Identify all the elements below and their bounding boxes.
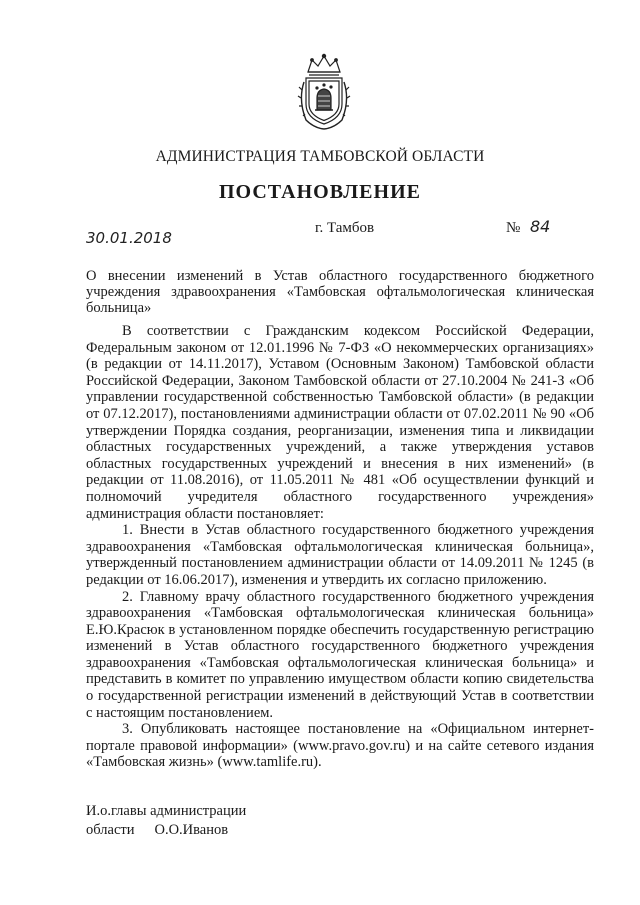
- document-type-heading: ПОСТАНОВЛЕНИЕ: [219, 181, 421, 203]
- document-body: [86, 323, 594, 771]
- handwritten-date: 30.01.2018: [86, 229, 172, 247]
- body-paragraph-item-3: 3. Опубликовать настоящее постановление на «Официальном интернет-портале правовой информации» (www.pravo.gov.ru) и на сайте сетевого издания «Тамбовская жизнь» (www.tamlife.ru).: [86, 721, 594, 771]
- body-paragraph-preamble: В соответствии с Гражданским кодексом Российской Федерации, Федеральным законом от 12.01.1996 № 7-ФЗ «О некоммерческих организациях» (в редакции от 14.11.2017), Уставом (Основным Законом) Тамбовской области Российской Федерации, Законом Тамбовской области от 27.10.2004 № 241-З «Об управлении государственной собственностью Тамбовской области» (в редакции от 07.12.2017), постановлениями администрации области от 07.02.2011 № 90 «Об утверждении Порядка создания, реорганизации, изменения типа и ликвидации областных государственных учреждений, а также утверждения уставов областных государственных учреждений и внесения в них изменений» (в редакции от 11.08.2016), от 11.05.2011 № 481 «Об осуществлении функций и полномочий учредителя областного государственного учреждения» администрация области постановляет:: [86, 323, 594, 522]
- document-subject: О внесении изменений в Устав областного государственного бюджетного учреждения здравоохранения «Тамбовская офтальмологическая клиническая больница»: [86, 268, 594, 316]
- organization-title: АДМИНИСТРАЦИЯ ТАМБОВСКОЙ ОБЛАСТИ: [155, 148, 485, 165]
- body-paragraph-item-1: 1. Внести в Устав областного государственного бюджетного учреждения здравоохранения «Тамбовская офтальмологическая клиническая больница», утвержденный постановлением администрации области от 14.09.2011 № 1245 (в редакции от 16.06.2017), изменения и утвердить их согласно приложению.: [86, 522, 594, 588]
- city-label: г. Тамбов: [315, 220, 375, 236]
- body-paragraph-item-2: 2. Главному врачу областного государственного бюджетного учреждения здравоохранения «Тамбовская офтальмологическая клиническая больница» Е.Ю.Красюк в установленном порядке обеспечить государственную регистрацию изменений в Устав областного государственного бюджетного учреждения здравоохранения «Тамбовская офтальмологическая клиническая больница» и представить в комитет по управлению имуществом области копию свидетельства о государственной регистрации изменений в действующий Устав в соответствии с настоящим постановлением.: [86, 588, 594, 721]
- signatory-position-line2-row: [86, 821, 246, 840]
- signatory-position-line1: И.о.главы администрации: [86, 803, 247, 819]
- number-label: №: [506, 220, 521, 236]
- signatory-name: О.О.Иванов: [154, 822, 229, 838]
- tambov-coat-of-arms-icon: [296, 52, 352, 130]
- handwritten-document-number: 84: [530, 217, 551, 236]
- signature-block: [86, 802, 246, 840]
- signatory-position-line2: области: [86, 822, 135, 838]
